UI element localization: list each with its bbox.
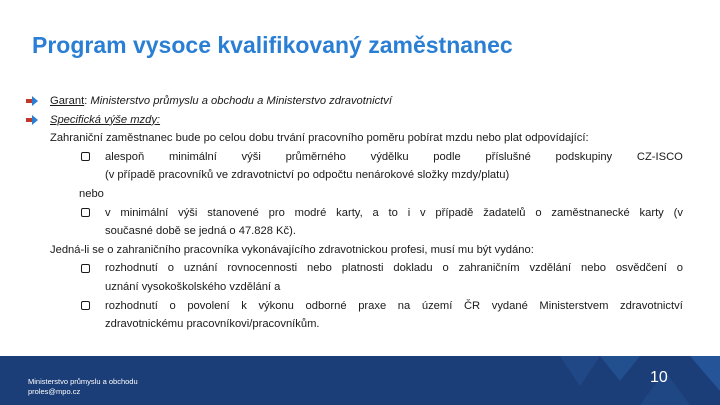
option1-word: výdělku bbox=[370, 150, 409, 163]
footer-bar bbox=[0, 356, 720, 405]
option2-word: i bbox=[407, 206, 411, 219]
req2-word: povolení bbox=[187, 299, 230, 312]
wage-intro: Zahraniční zaměstnanec bude po celou dobu trvání pracovního poměru pobírat mzdu nebo plat odpovídající: bbox=[50, 132, 589, 145]
req2-word: o bbox=[169, 299, 176, 312]
option2-word: stanovené bbox=[207, 206, 259, 219]
req2-word: území bbox=[421, 299, 453, 312]
req2-word: ČR bbox=[463, 299, 481, 312]
req1-word: osvědčení bbox=[615, 262, 667, 275]
option1-word: výši bbox=[241, 150, 261, 163]
arrow-bullet-icon bbox=[26, 95, 38, 107]
option2-word: pro bbox=[268, 206, 285, 219]
garant-text: Ministerstvo průmyslu a obchodu a Ministerstvo zdravotnictví bbox=[90, 95, 392, 107]
req2-word: vydané bbox=[491, 299, 528, 312]
option2-word: výši bbox=[178, 206, 198, 219]
option2-word: modré bbox=[294, 206, 327, 219]
checkbox-bullet-icon bbox=[81, 152, 90, 161]
req2-line2: zdravotnickému pracovníkovi/pracovníkům. bbox=[105, 318, 320, 331]
garant-label: Garant bbox=[50, 95, 85, 107]
option2-word: to bbox=[388, 206, 398, 219]
option1-word: průměrného bbox=[285, 150, 346, 163]
option2-line1 bbox=[105, 204, 683, 223]
req1-word: o bbox=[442, 262, 449, 275]
req1-word: o bbox=[167, 262, 175, 275]
or-text: nebo bbox=[79, 188, 104, 200]
req1-word: rozhodnutí bbox=[105, 262, 158, 275]
req1-word: zahraničním bbox=[458, 262, 520, 275]
page-number: 10 bbox=[650, 369, 668, 386]
req1-word: vzdělání bbox=[529, 262, 572, 275]
footer-org-text bbox=[28, 377, 138, 397]
req2-line1 bbox=[105, 297, 683, 316]
req2-word: k bbox=[241, 299, 247, 312]
req2-word: odborné bbox=[305, 299, 347, 312]
option2-word: (v bbox=[673, 206, 683, 219]
option1-word: podle bbox=[433, 150, 461, 163]
checkbox-bullet-icon bbox=[81, 264, 90, 273]
req1-word: rovnocennosti bbox=[227, 262, 298, 275]
option2-word: o bbox=[535, 206, 542, 219]
arrow-bullet-icon bbox=[26, 114, 38, 126]
wage-label: Specifická výše mzdy: bbox=[50, 113, 161, 126]
footer-email: proles@mpo.cz bbox=[28, 387, 81, 396]
option2-word: karty, bbox=[336, 206, 363, 219]
option1-line2: (v případě pracovníků ve zdravotnictví po odpočtu nenárokové složky mzdy/platu) bbox=[105, 169, 510, 182]
option2-word: minimální bbox=[120, 206, 169, 219]
option2-word: v bbox=[420, 206, 426, 219]
req1-line2: uznání vysokoškolského vzdělání a bbox=[105, 281, 281, 293]
option1-line1 bbox=[105, 148, 683, 167]
req1-word: o bbox=[676, 262, 683, 275]
option1-word: minimální bbox=[168, 150, 217, 163]
option2-word: v bbox=[105, 206, 111, 219]
checkbox-bullet-icon bbox=[81, 208, 90, 217]
checkbox-bullet-icon bbox=[81, 301, 90, 310]
option2-word: karty bbox=[639, 206, 664, 219]
req1-word: nebo bbox=[306, 262, 332, 275]
option1-word: příslušné bbox=[485, 150, 531, 163]
option2-word: zaměstnanecké bbox=[551, 206, 630, 219]
option1-word: alespoň bbox=[105, 150, 145, 163]
footer-org: Ministerstvo průmyslu a obchodu bbox=[28, 377, 138, 386]
req2-word: na bbox=[397, 299, 411, 312]
req1-word: nebo bbox=[581, 262, 606, 275]
garant-separator: : bbox=[84, 95, 88, 107]
option2-word: a bbox=[372, 206, 379, 219]
req2-word: praxe bbox=[358, 299, 387, 312]
option1-word: podskupiny bbox=[555, 150, 613, 163]
option2-line2: současné době se jedná o 47.828 Kč). bbox=[105, 225, 296, 238]
req1-word: uznání bbox=[183, 262, 218, 275]
option1-word: CZ-ISCO bbox=[636, 150, 683, 163]
req2-word: Ministerstvem bbox=[539, 299, 609, 312]
slide-title: Program vysoce kvalifikovaný zaměstnanec bbox=[32, 32, 513, 58]
req2-word: rozhodnutí bbox=[105, 299, 158, 312]
option2-word: případě bbox=[435, 206, 474, 219]
req1-word: platnosti bbox=[341, 262, 384, 275]
req2-word: výkonu bbox=[258, 299, 294, 312]
doctor-intro: Jedná-li se o zahraničního pracovníka vykonávajícího zdravotnickou profesi, musí mu být vydáno: bbox=[50, 243, 534, 256]
req2-word: zdravotnictví bbox=[620, 299, 683, 312]
option2-word: žadatelů bbox=[483, 206, 526, 219]
req1-word: dokladu bbox=[393, 262, 433, 275]
req1-line1 bbox=[105, 259, 683, 278]
